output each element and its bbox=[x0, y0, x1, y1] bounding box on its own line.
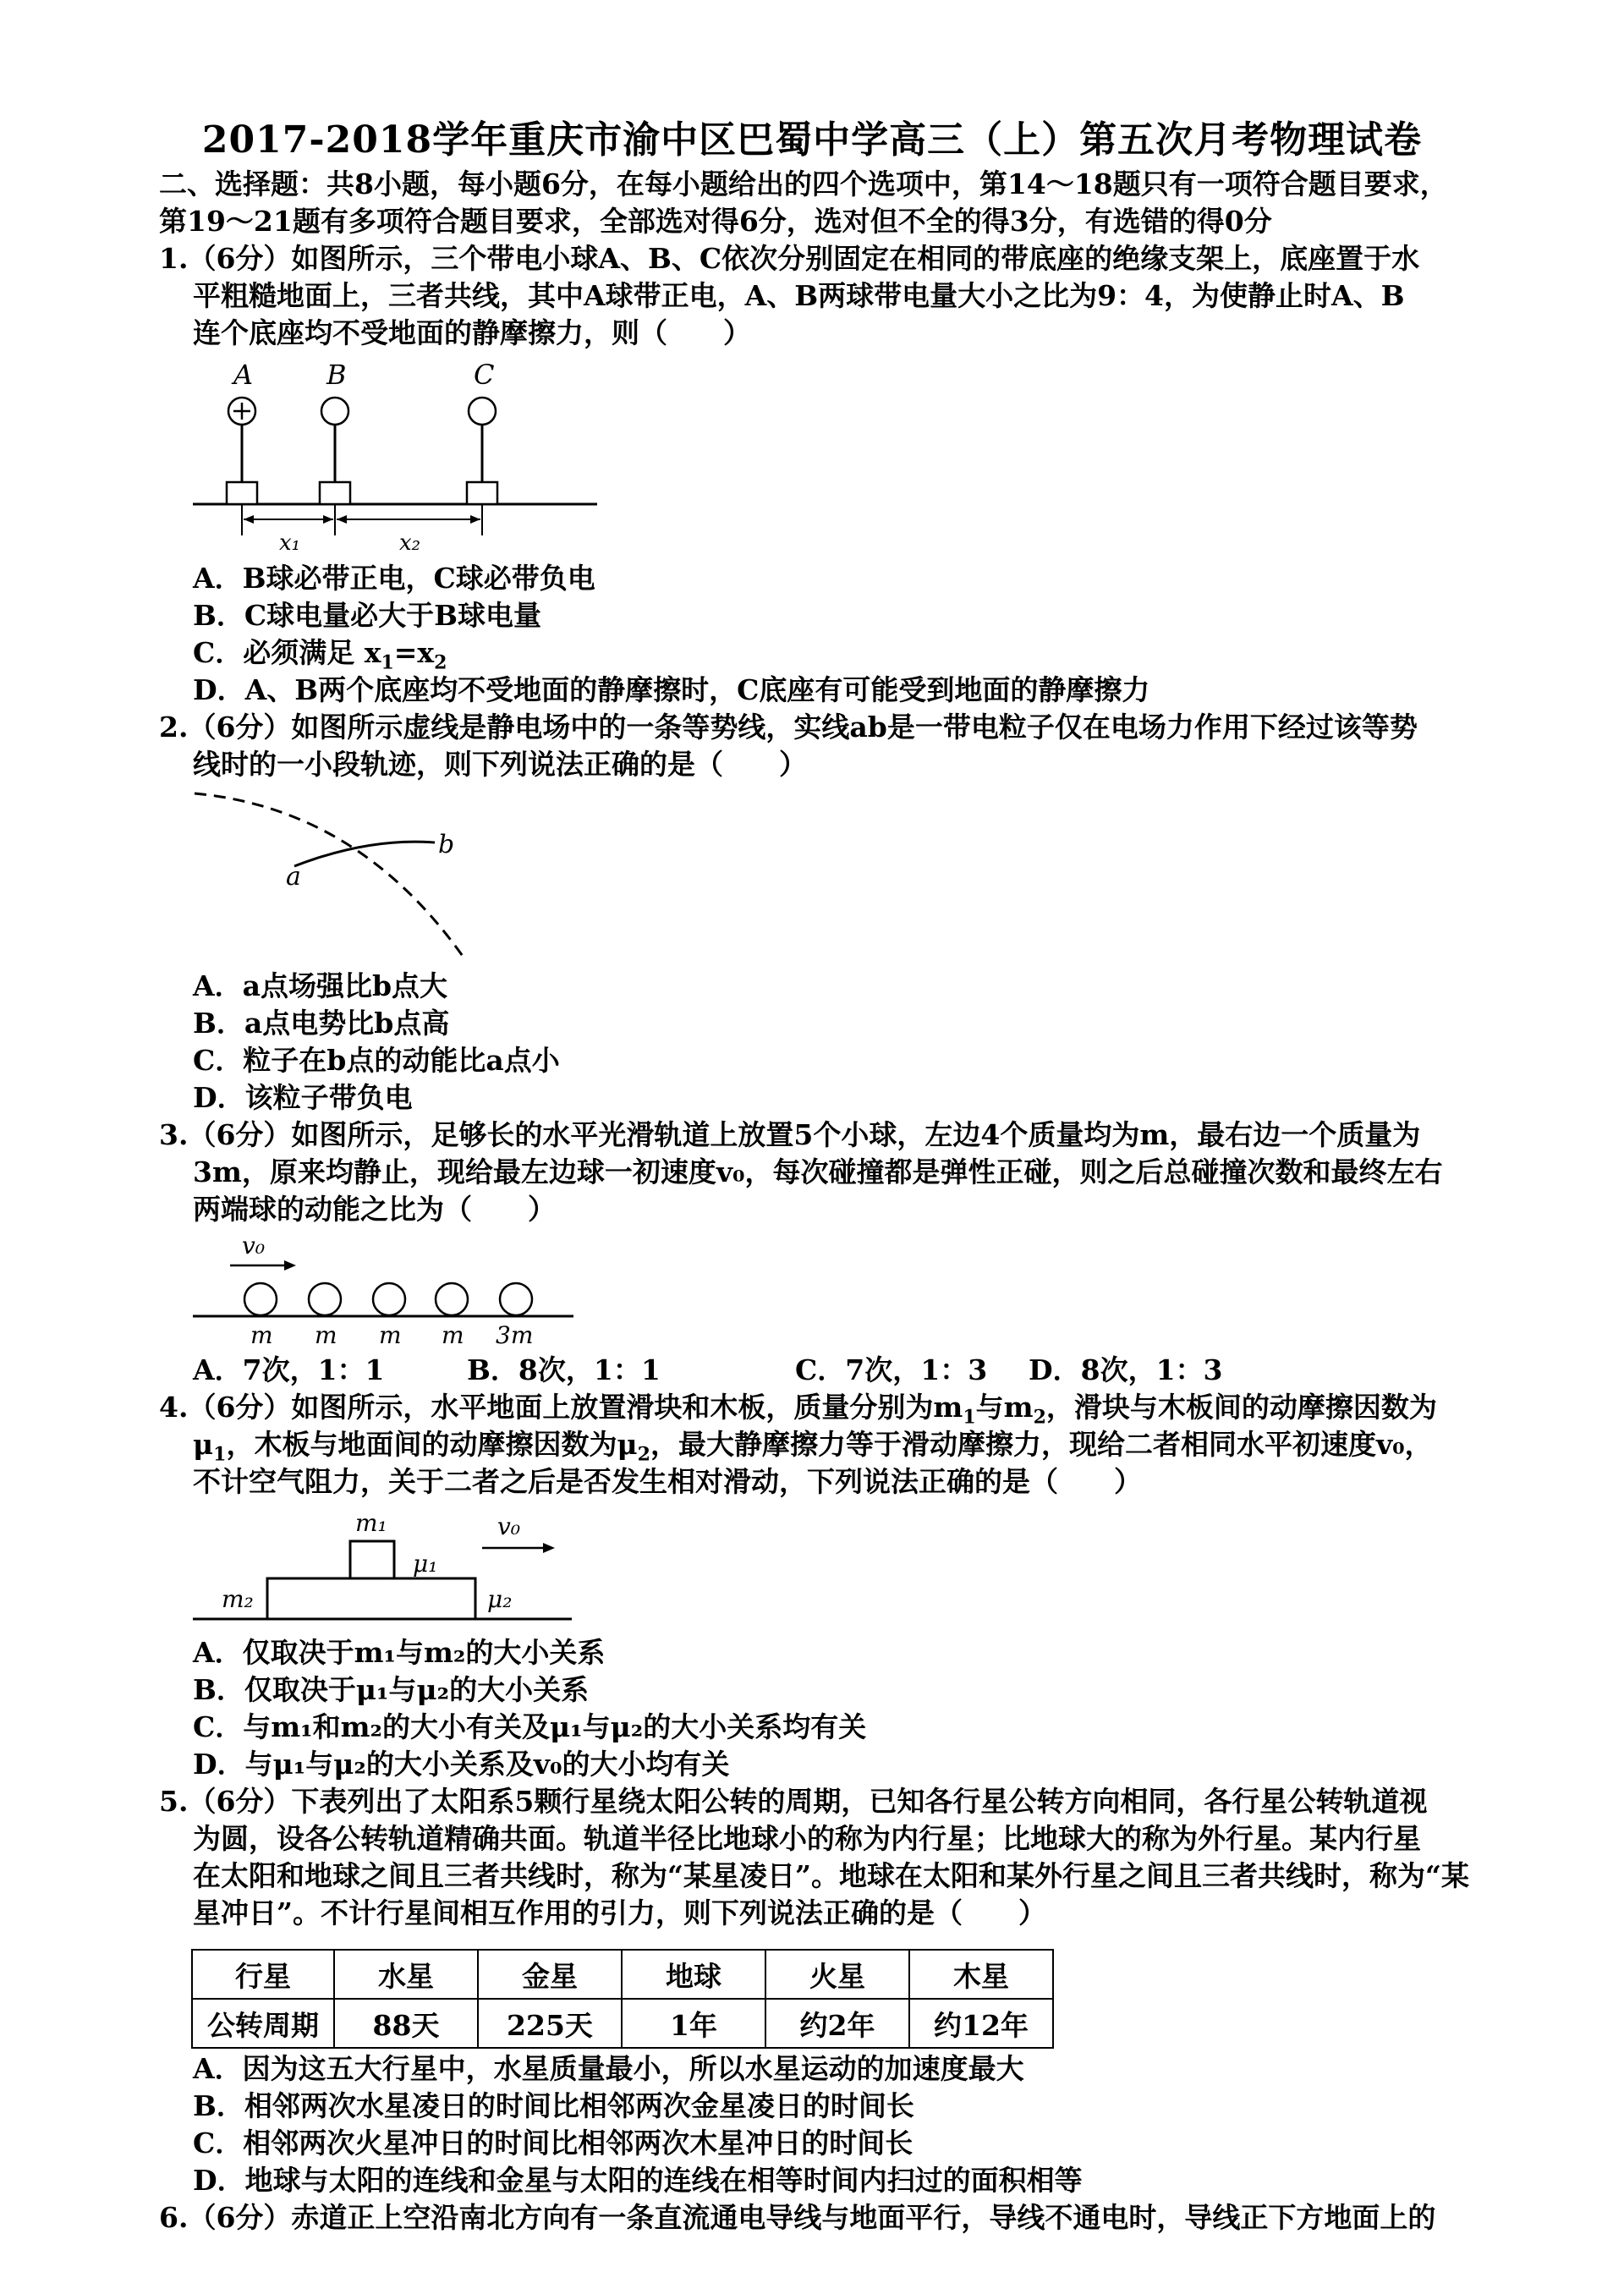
q3-option-d: D．8次，1：3 bbox=[1029, 1353, 1223, 1386]
q5-option-a: A．因为这五大行星中，水星质量最小，所以水星运动的加速度最大 bbox=[193, 2052, 1024, 2085]
q2-stem-line2: 线时的一小段轨迹，则下列说法正确的是（ ） bbox=[193, 748, 807, 781]
table-cell: 88天 bbox=[334, 1999, 478, 2048]
q3-option-c: C．7次，1：3 bbox=[795, 1353, 988, 1386]
base-c bbox=[467, 482, 497, 504]
q1-figure-charged-balls bbox=[191, 354, 614, 557]
q4-option-a: A．仅取决于m₁与m₂的大小关系 bbox=[193, 1636, 606, 1669]
q5-option-b: B．相邻两次水星凌日的时间比相邻两次金星凌日的时间长 bbox=[193, 2089, 914, 2122]
q1-stem-line1: 1.（6分）如图所示，三个带电小球A、B、C依次分别固定在相同的带底座的绝缘支架上，底座置于水 bbox=[159, 242, 1420, 275]
q4-option-b: B．仅取决于μ₁与μ₂的大小关系 bbox=[193, 1673, 590, 1706]
ball-3 bbox=[373, 1283, 405, 1315]
table-cell: 225天 bbox=[478, 1999, 622, 2048]
table-cell: 约12年 bbox=[909, 1999, 1053, 2048]
mass-label: 3m bbox=[496, 1321, 534, 1347]
q3-stem-line3: 两端球的动能之比为（ ） bbox=[193, 1193, 556, 1226]
q2-figure-equipotential bbox=[191, 783, 496, 969]
label-m1: m₁ bbox=[355, 1509, 387, 1537]
section-instructions-line1: 二、选择题：共8小题，每小题6分，在每小题给出的四个选项中，第14～18题只有一项符合题目要求， bbox=[159, 167, 1448, 200]
table-cell: 约2年 bbox=[765, 1999, 909, 2048]
label-x2: x₂ bbox=[399, 530, 421, 556]
orbital-period-table bbox=[191, 1949, 1054, 2049]
q2-option-c: C．粒子在b点的动能比a点小 bbox=[193, 1044, 560, 1077]
q3-option-b: B．8次，1：1 bbox=[467, 1353, 661, 1386]
q6-stem-line1: 6.（6分）赤道正上空沿南北方向有一条直流通电导线与地面平行，导线不通电时，导线正下方地面上的 bbox=[159, 2201, 1436, 2234]
table-cell: 金星 bbox=[478, 1950, 622, 1999]
page-title: 2017-2018学年重庆市渝中区巴蜀中学高三（上）第五次月考物理试卷 bbox=[201, 118, 1423, 162]
label-mu1: μ₁ bbox=[413, 1550, 438, 1578]
label-v0: v₀ bbox=[497, 1512, 521, 1540]
mass-label: m bbox=[442, 1321, 464, 1347]
base-a bbox=[227, 482, 257, 504]
mass-label: m bbox=[250, 1321, 273, 1347]
table-cell: 1年 bbox=[622, 1999, 765, 2048]
q1-option-a: A．B球必带正电，C球必带负电 bbox=[193, 562, 595, 595]
equipotential-dashed-line bbox=[195, 793, 466, 961]
mass-label: m bbox=[379, 1321, 402, 1347]
ball-1 bbox=[244, 1283, 277, 1315]
q3-figure-balls-on-track bbox=[191, 1228, 580, 1347]
label-b: B bbox=[326, 359, 347, 391]
q2-option-b: B．a点电势比b点高 bbox=[193, 1007, 450, 1040]
q3-stem-line1: 3.（6分）如图所示，足够长的水平光滑轨道上放置5个小球，左边4个质量均为m，最右边一个质量为 bbox=[159, 1118, 1421, 1151]
label-b: b bbox=[438, 830, 455, 859]
q5-stem-line1: 5.（6分）下表列出了太阳系5颗行星绕太阳公转的周期，已知各行星公转方向相同，各行星公转轨道视 bbox=[159, 1785, 1428, 1818]
ball-5 bbox=[500, 1283, 532, 1315]
q2-stem-line1: 2.（6分）如图所示虚线是静电场中的一条等势线，实线ab是一带电粒子仅在电场力作用下经过该等势 bbox=[159, 711, 1418, 744]
q5-option-d: D．地球与太阳的连线和金星与太阳的连线在相等时间内扫过的面积相等 bbox=[193, 2164, 1083, 2197]
q4-option-c: C．与m₁和m₂的大小有关及μ₁与μ₂的大小关系均有关 bbox=[193, 1710, 867, 1743]
q5-stem-line3: 在太阳和地球之间且三者共线时，称为“某星凌日”。地球在太阳和某外行星之间且三者共线时，称为“某 bbox=[193, 1859, 1469, 1892]
base-b bbox=[320, 482, 350, 504]
label-v0: v₀ bbox=[242, 1232, 266, 1260]
q4-option-d: D．与μ₁与μ₂的大小关系及v₀的大小均有关 bbox=[193, 1748, 730, 1781]
q5-option-c: C．相邻两次火星冲日的时间比相邻两次木星冲日的时间长 bbox=[193, 2127, 914, 2160]
q1-option-c: C．必须满足 $x_1=x_2$ bbox=[193, 636, 447, 674]
q3-stem-line2: 3m，原来均静止，现给最左边球一初速度v₀，每次碰撞都是弹性正碰，则之后总碰撞次数和最终左右 bbox=[193, 1155, 1443, 1188]
table-header-row bbox=[192, 1950, 1053, 1999]
table-cell: 水星 bbox=[334, 1950, 478, 1999]
q4-stem-line2: $\mu_1$，木板与地面间的动摩擦因数为$\mu_2$，最大静摩擦力等于滑动摩擦力，现给二者相同水平初速度v₀， bbox=[193, 1428, 1433, 1466]
mass-label: m bbox=[315, 1321, 337, 1347]
board bbox=[267, 1578, 475, 1619]
q1-option-d: D．A、B两个底座均不受地面的静摩擦时，C底座有可能受到地面的静摩擦力 bbox=[193, 673, 1150, 706]
q4-stem-line3: 不计空气阻力，关于二者之后是否发生相对滑动，下列说法正确的是（ ） bbox=[193, 1465, 1142, 1498]
table-cell: 行星 bbox=[192, 1950, 334, 1999]
q1-option-b: B．C球电量必大于B球电量 bbox=[193, 599, 542, 632]
q2-option-a: A．a点场强比b点大 bbox=[193, 969, 448, 1002]
label-c: C bbox=[474, 359, 495, 391]
trajectory-ab bbox=[294, 842, 435, 866]
table-cell: 火星 bbox=[765, 1950, 909, 1999]
q5-stem-line4: 星冲日”。不计行星间相互作用的引力，则下列说法正确的是（ ） bbox=[193, 1896, 1046, 1929]
block bbox=[350, 1541, 394, 1578]
q1-stem-line3: 连个底座均不受地面的静摩擦力，则（ ） bbox=[193, 316, 751, 349]
q4-stem-line1: 4.（6分）如图所示，水平地面上放置滑块和木板，质量分别为$m_1$与$m_2$，滑块与木板间的动摩擦因数为 bbox=[159, 1391, 1437, 1429]
q1-stem-line2: 平粗糙地面上，三者共线，其中A球带正电，A、B两球带电量大小之比为9：4，为使静止时A、B bbox=[193, 279, 1405, 312]
table-row bbox=[192, 1999, 1053, 2048]
ball-4 bbox=[436, 1283, 468, 1315]
section-instructions-line2: 第19～21题有多项符合题目要求，全部选对得6分，选对但不全的得3分，有选错的得0分 bbox=[159, 205, 1272, 238]
table-cell: 木星 bbox=[909, 1950, 1053, 1999]
q2-option-d: D．该粒子带负电 bbox=[193, 1081, 413, 1114]
ball-2 bbox=[309, 1283, 341, 1315]
label-a: A bbox=[233, 359, 254, 391]
label-x1: x₁ bbox=[279, 530, 301, 556]
table-cell: 地球 bbox=[622, 1950, 765, 1999]
label-m2: m₂ bbox=[222, 1585, 254, 1613]
ball-c bbox=[469, 398, 496, 425]
table-cell: 公转周期 bbox=[192, 1999, 334, 2048]
q3-option-a: A．7次，1：1 bbox=[193, 1353, 385, 1386]
label-mu2: μ₂ bbox=[487, 1585, 513, 1613]
label-a: a bbox=[286, 862, 301, 892]
q5-stem-line2: 为圆，设各公转轨道精确共面。轨道半径比地球小的称为内行星；比地球大的称为外行星。某内行星 bbox=[193, 1822, 1421, 1855]
q4-figure-block-on-board bbox=[191, 1502, 580, 1629]
ball-b bbox=[321, 398, 348, 425]
